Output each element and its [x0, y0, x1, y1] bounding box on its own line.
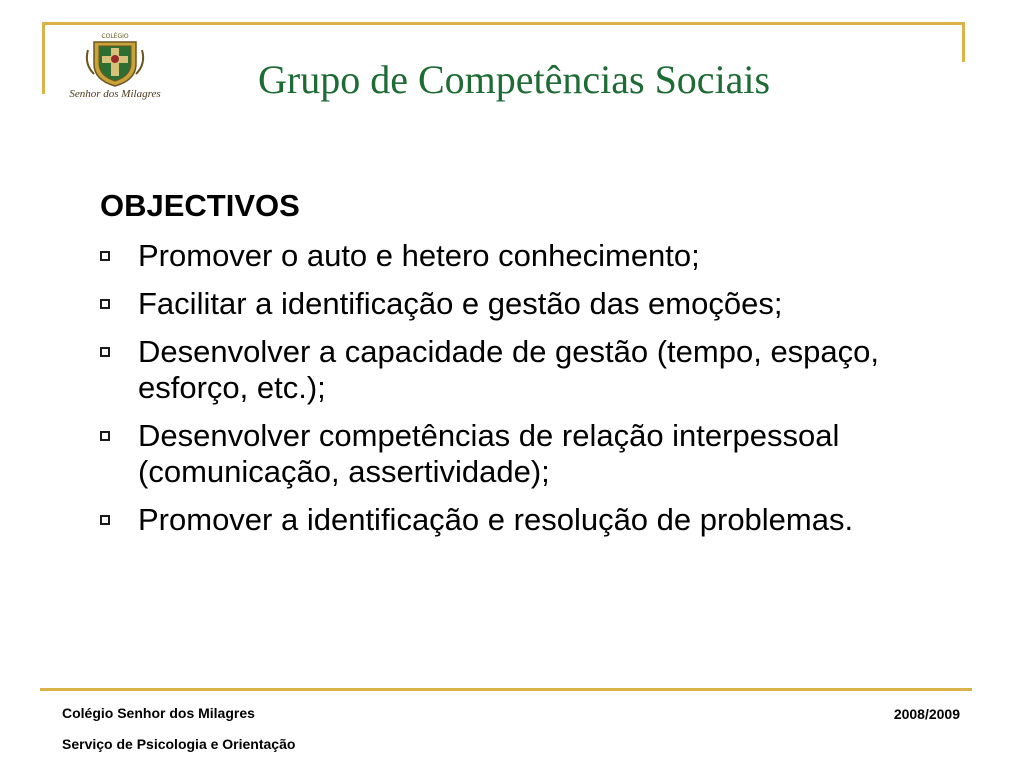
footer-left [62, 698, 295, 760]
school-crest-icon [80, 30, 150, 88]
footer-year: 2008/2009 [893, 706, 960, 722]
right-frame-line [962, 22, 965, 62]
list-item-text: Desenvolver a capacidade de gestão (tempo, espaço, esforço, etc.); [138, 334, 880, 405]
list-item [100, 502, 970, 538]
logo-caption: Senhor dos Milagres [69, 88, 161, 100]
list-item-text: Promover o auto e hetero conhecimento; [138, 238, 700, 273]
footer-school: Colégio Senhor dos Milagres [62, 705, 255, 721]
square-bullet-icon [100, 251, 110, 261]
list-item-text: Facilitar a identificação e gestão das emoções; [138, 286, 783, 321]
top-frame-line [42, 22, 964, 25]
list-item [100, 334, 970, 406]
list-item [100, 418, 970, 490]
footer-divider [40, 688, 972, 691]
section-heading: OBJECTIVOS [100, 188, 300, 223]
left-frame-line [42, 22, 45, 94]
list-item [100, 238, 970, 274]
list-item-text: Desenvolver competências de relação interpessoal (comunicação, assertividade); [138, 418, 840, 489]
square-bullet-icon [100, 299, 110, 309]
slide-title: Grupo de Competências Sociais [258, 57, 771, 102]
svg-text:COLÉGIO: COLÉGIO [101, 33, 129, 40]
square-bullet-icon [100, 347, 110, 357]
list-item [100, 286, 970, 322]
school-logo [50, 30, 180, 108]
square-bullet-icon [100, 431, 110, 441]
list-item-text: Promover a identificação e resolução de problemas. [138, 502, 854, 537]
objectives-list [100, 238, 970, 538]
slide-content [100, 186, 970, 538]
square-bullet-icon [100, 515, 110, 525]
footer-department: Serviço de Psicologia e Orientação [62, 736, 296, 752]
